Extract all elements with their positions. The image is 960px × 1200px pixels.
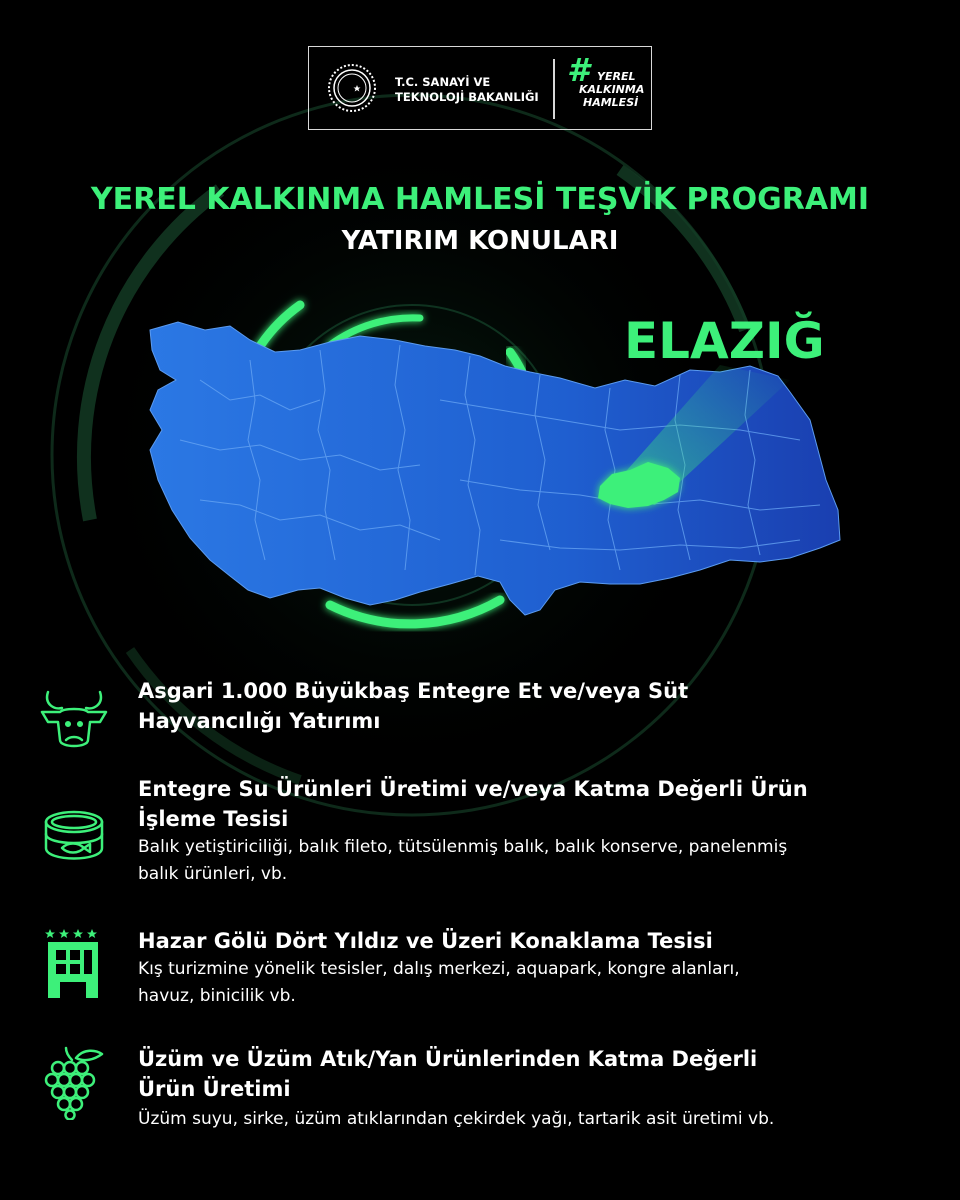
item-description [138, 834, 938, 888]
item-title-line1: Hazar Gölü Dört Yıldız ve Üzeri Konaklama Tesisi [138, 929, 713, 953]
list-item [0, 926, 960, 1016]
item-desc-line2: havuz, binicilik vb. [138, 986, 296, 1006]
item-title-line2: Hayvancılığı Yatırımı [138, 709, 381, 733]
item-title-line2: İşleme Tesisi [138, 807, 289, 831]
page-subtitle: YATIRIM KONULARI [341, 226, 619, 256]
item-title [138, 1044, 928, 1104]
item-desc-line1: Balık yetiştiriciliği, balık fileto, tütsülenmiş balık, balık konserve, panelenmiş [138, 837, 788, 857]
ministry-name-line2: TEKNOLOJİ BAKANLIĞI [395, 90, 539, 104]
list-item [0, 774, 960, 894]
item-title-line1: Üzüm ve Üzüm Atık/Yan Ürünlerinden Katma Değerli [138, 1047, 758, 1071]
campaign-line1: YEREL [597, 70, 636, 83]
item-desc-line2: balık ürünleri, vb. [138, 864, 288, 884]
campaign-hash: # [567, 51, 590, 89]
campaign-line2: KALKINMA [579, 83, 645, 96]
item-title [138, 774, 928, 834]
highlighted-province-label: ELAZIĞ [624, 312, 825, 370]
ministry-name-line1: T.C. SANAYİ VE [395, 75, 491, 89]
hotel-icon [36, 926, 112, 1002]
glow-arc-bottom [330, 600, 500, 624]
item-title [138, 926, 928, 956]
list-item [0, 676, 960, 756]
fish-can-icon [36, 800, 112, 876]
item-description [138, 956, 938, 1010]
item-title-line1: Asgari 1.000 Büyükbaş Entegre Et ve/veya Süt [138, 679, 689, 703]
item-title [138, 676, 928, 736]
item-title-line2: Ürün Üretimi [138, 1077, 291, 1101]
item-description [138, 1106, 938, 1133]
item-desc-line1: Üzüm suyu, sirke, üzüm atıklarından çekirdek yağı, tartarik asit üretimi vb. [138, 1109, 775, 1129]
grapes-icon [36, 1044, 112, 1120]
cattle-icon [36, 682, 112, 758]
campaign-line3: HAMLESİ [583, 96, 639, 109]
item-title-line1: Entegre Su Ürünleri Üretimi ve/veya Katma Değerli Ürün [138, 777, 808, 801]
item-desc-line1: Kış turizmine yönelik tesisler, dalış merkezi, aquapark, kongre alanları, [138, 959, 740, 979]
list-item [0, 1044, 960, 1144]
page-title: YEREL KALKINMA HAMLESİ TEŞVİK PROGRAMI [90, 182, 870, 217]
